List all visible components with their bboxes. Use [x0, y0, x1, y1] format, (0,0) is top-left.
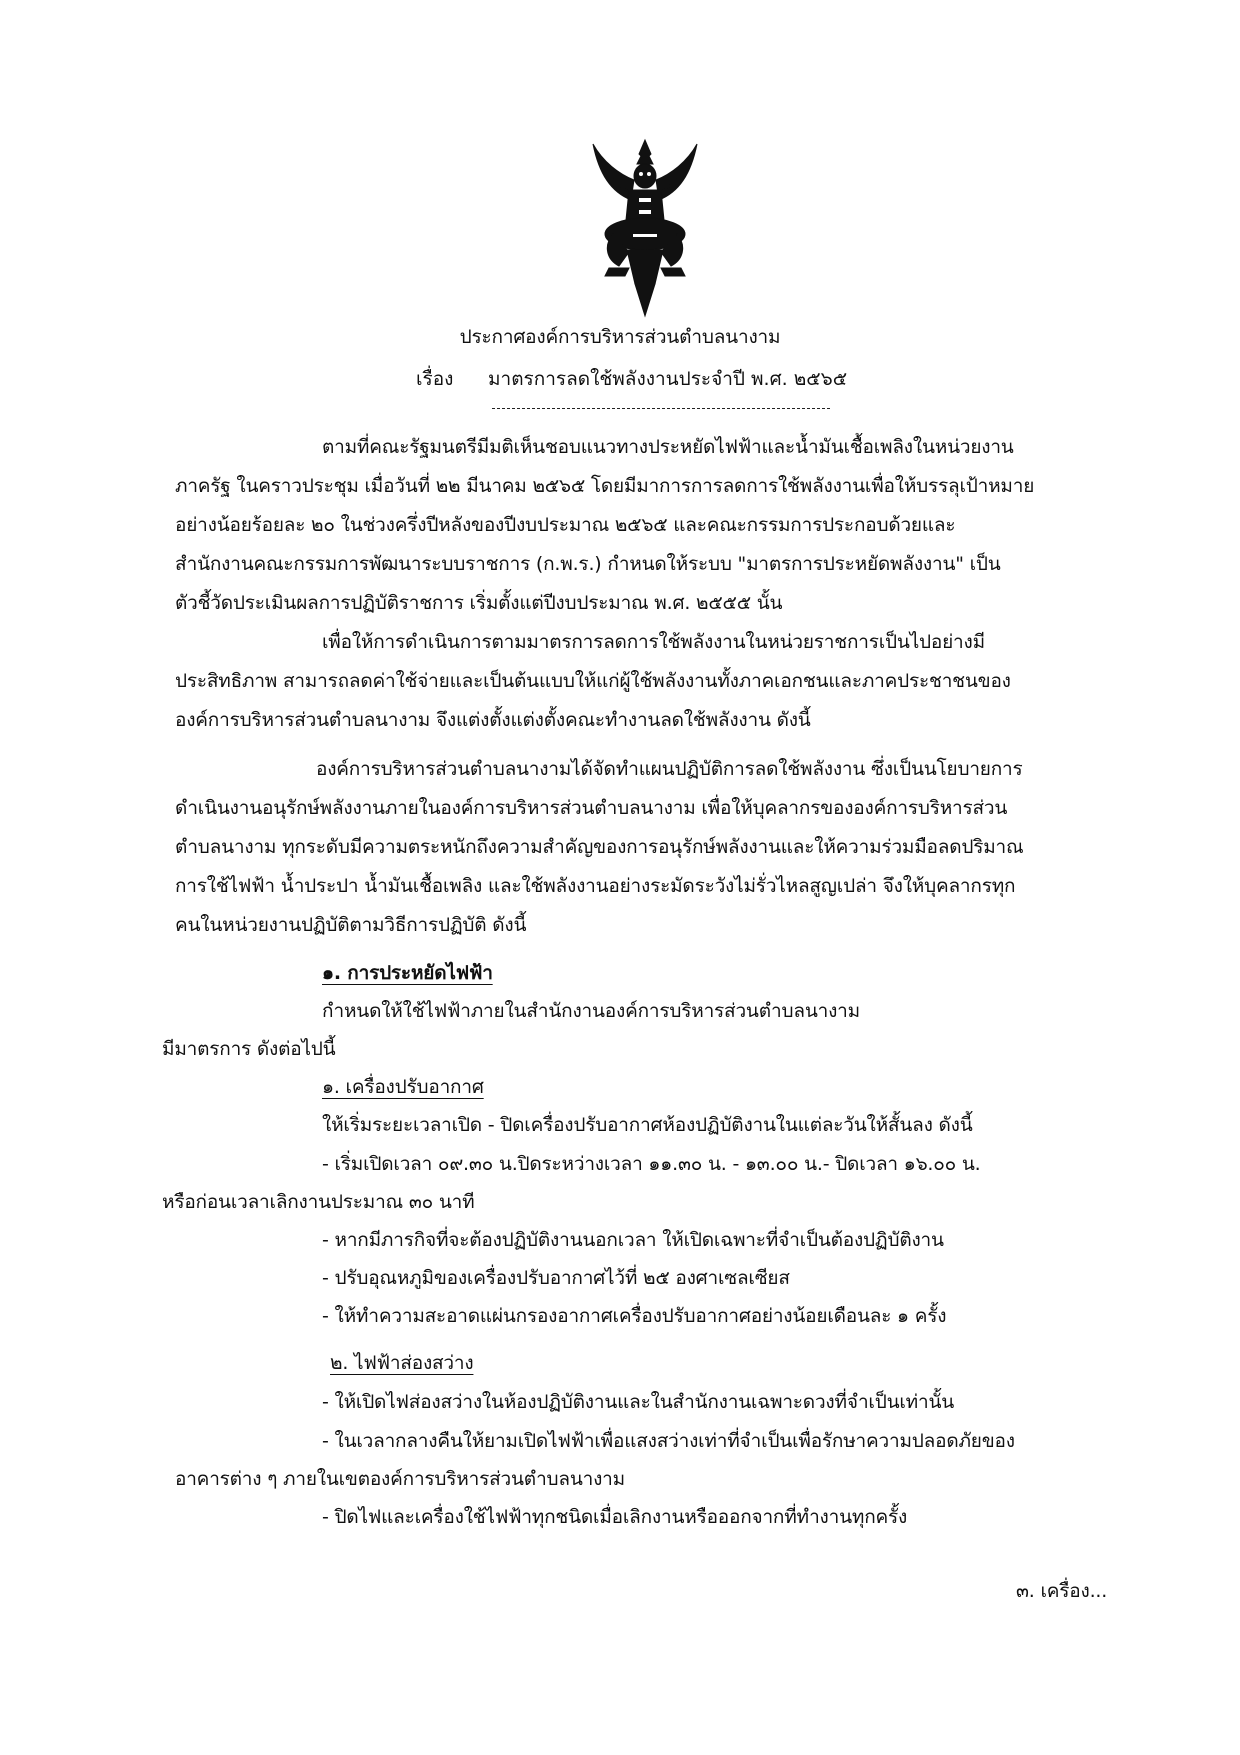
aircon-line: - เริ่มเปิดเวลา ๐๙.๓๐ น.ปิดระหว่างเวลา ๑๑.๓๐ น. - ๑๓.๐๐ น.- ปิดเวลา ๑๖.๐๐ น.: [322, 1153, 981, 1175]
aircon-line: หรือก่อนเวลาเลิกงานประมาณ ๓๐ นาที: [162, 1191, 475, 1213]
lighting-line: อาคารต่าง ๆ ภายในเขตองค์การบริหารส่วนตำบลนางาม: [175, 1468, 625, 1490]
subject-label: เรื่อง: [416, 368, 454, 390]
policy-line: คนในหน่วยงานปฏิบัติตามวิธีการปฏิบัติ ดังนี้: [175, 914, 527, 936]
aircon-line: - ปรับอุณหภูมิของเครื่องปรับอากาศไว้ที่ ๒๕ องศาเซลเซียส: [322, 1267, 790, 1289]
intro-line: ภาครัฐ ในคราวประชุม เมื่อวันที่ ๒๒ มีนาคม ๒๕๖๕ โดยมีมาการการลดการใช้พลังงานเพื่อให้บรรลุเป้าหมาย: [175, 475, 1035, 497]
page-continuation: ๓. เครื่อง...: [1016, 1580, 1108, 1602]
lighting-line: - ให้เปิดไฟส่องสว่างในห้องปฏิบัติงานและในสำนักงานเฉพาะดวงที่จำเป็นเท่านั้น: [322, 1391, 955, 1413]
subsection-heading-lighting: ๒. ไฟฟ้าส่องสว่าง: [330, 1352, 474, 1374]
title-divider: [492, 408, 830, 409]
page-title: ประกาศองค์การบริหารส่วนตำบลนางาม: [459, 326, 781, 348]
intro-line: อย่างน้อยร้อยละ ๒๐ ในช่วงครึ่งปีหลังของปีงบประมาณ ๒๕๖๕ และคณะกรรมการประกอบด้วยและ: [175, 514, 956, 536]
lighting-line: - ปิดไฟและเครื่องใช้ไฟฟ้าทุกชนิดเมื่อเลิกงานหรือออกจากที่ทำงานทุกครั้ง: [322, 1506, 908, 1528]
section-desc: มีมาตรการ ดังต่อไปนี้: [162, 1038, 336, 1060]
intro-line: สำนักงานคณะกรรมการพัฒนาระบบราชการ (ก.พ.ร.) กำหนดให้ระบบ "มาตรการประหยัดพลังงาน" เป็น: [175, 553, 1001, 575]
policy-line: การใช้ไฟฟ้า น้ำประปา น้ำมันเชื้อเพลิง และใช้พลังงานอย่างระมัดระวังไม่รั่วไหลสูญเปล่า จึงให้บุคลากรทุก: [175, 875, 1016, 897]
section-heading-electricity: ๑. การประหยัดไฟฟ้า: [322, 962, 493, 984]
lighting-line: - ในเวลากลางคืนให้ยามเปิดไฟฟ้าเพื่อแสงสว่างเท่าที่จำเป็นเพื่อรักษาความปลอดภัยของ: [322, 1430, 1015, 1452]
garuda-emblem-icon: [589, 134, 701, 322]
intro-line: ประสิทธิภาพ สามารถลดค่าใช้จ่ายและเป็นต้นแบบให้แก่ผู้ใช้พลังงานทั้งภาคเอกชนและภาคประชาชนของ: [175, 670, 1011, 692]
subject-text: มาตรการลดใช้พลังงานประจำปี พ.ศ. ๒๕๖๕: [488, 368, 848, 390]
aircon-line: - ให้ทำความสะอาดแผ่นกรองอากาศเครื่องปรับอากาศอย่างน้อยเดือนละ ๑ ครั้ง: [322, 1305, 947, 1327]
intro-line: เพื่อให้การดำเนินการตามมาตรการลดการใช้พลังงานในหน่วยราชการเป็นไปอย่างมี: [322, 631, 985, 653]
subsection-heading-aircon: ๑. เครื่องปรับอากาศ: [322, 1076, 484, 1098]
intro-line: ตัวชี้วัดประเมินผลการปฏิบัติราชการ เริ่มตั้งแต่ปีงบประมาณ พ.ศ. ๒๕๕๕ นั้น: [175, 592, 783, 614]
policy-line: ดำเนินงานอนุรักษ์พลังงานภายในองค์การบริหารส่วนตำบลนางาม เพื่อให้บุคลากรขององค์การบริหารส่วน: [175, 797, 1008, 819]
policy-line: ตำบลนางาม ทุกระดับมีความตระหนักถึงความสำคัญของการอนุรักษ์พลังงานและให้ความร่วมมือลดปริมาณ: [175, 836, 1024, 858]
aircon-line: - หากมีภารกิจที่จะต้องปฏิบัติงานนอกเวลา ให้เปิดเฉพาะที่จำเป็นต้องปฏิบัติงาน: [322, 1229, 944, 1251]
intro-line: ตามที่คณะรัฐมนตรีมีมติเห็นชอบแนวทางประหยัดไฟฟ้าและน้ำมันเชื้อเพลิงในหน่วยงาน: [322, 436, 1014, 458]
policy-line: องค์การบริหารส่วนตำบลนางามได้จัดทำแผนปฏิบัติการลดใช้พลังงาน ซึ่งเป็นนโยบายการ: [316, 758, 1023, 780]
aircon-line: ให้เริ่มระยะเวลาเปิด - ปิดเครื่องปรับอากาศห้องปฏิบัติงานในแต่ละวันให้สั้นลง ดังนี้: [322, 1114, 973, 1136]
intro-line: องค์การบริหารส่วนตำบลนางาม จึงแต่งตั้งแต่งตั้งคณะทำงานลดใช้พลังงาน ดังนี้: [175, 709, 811, 731]
section-desc: กำหนดให้ใช้ไฟฟ้าภายในสำนักงานองค์การบริหารส่วนตำบลนางาม: [322, 1000, 860, 1022]
